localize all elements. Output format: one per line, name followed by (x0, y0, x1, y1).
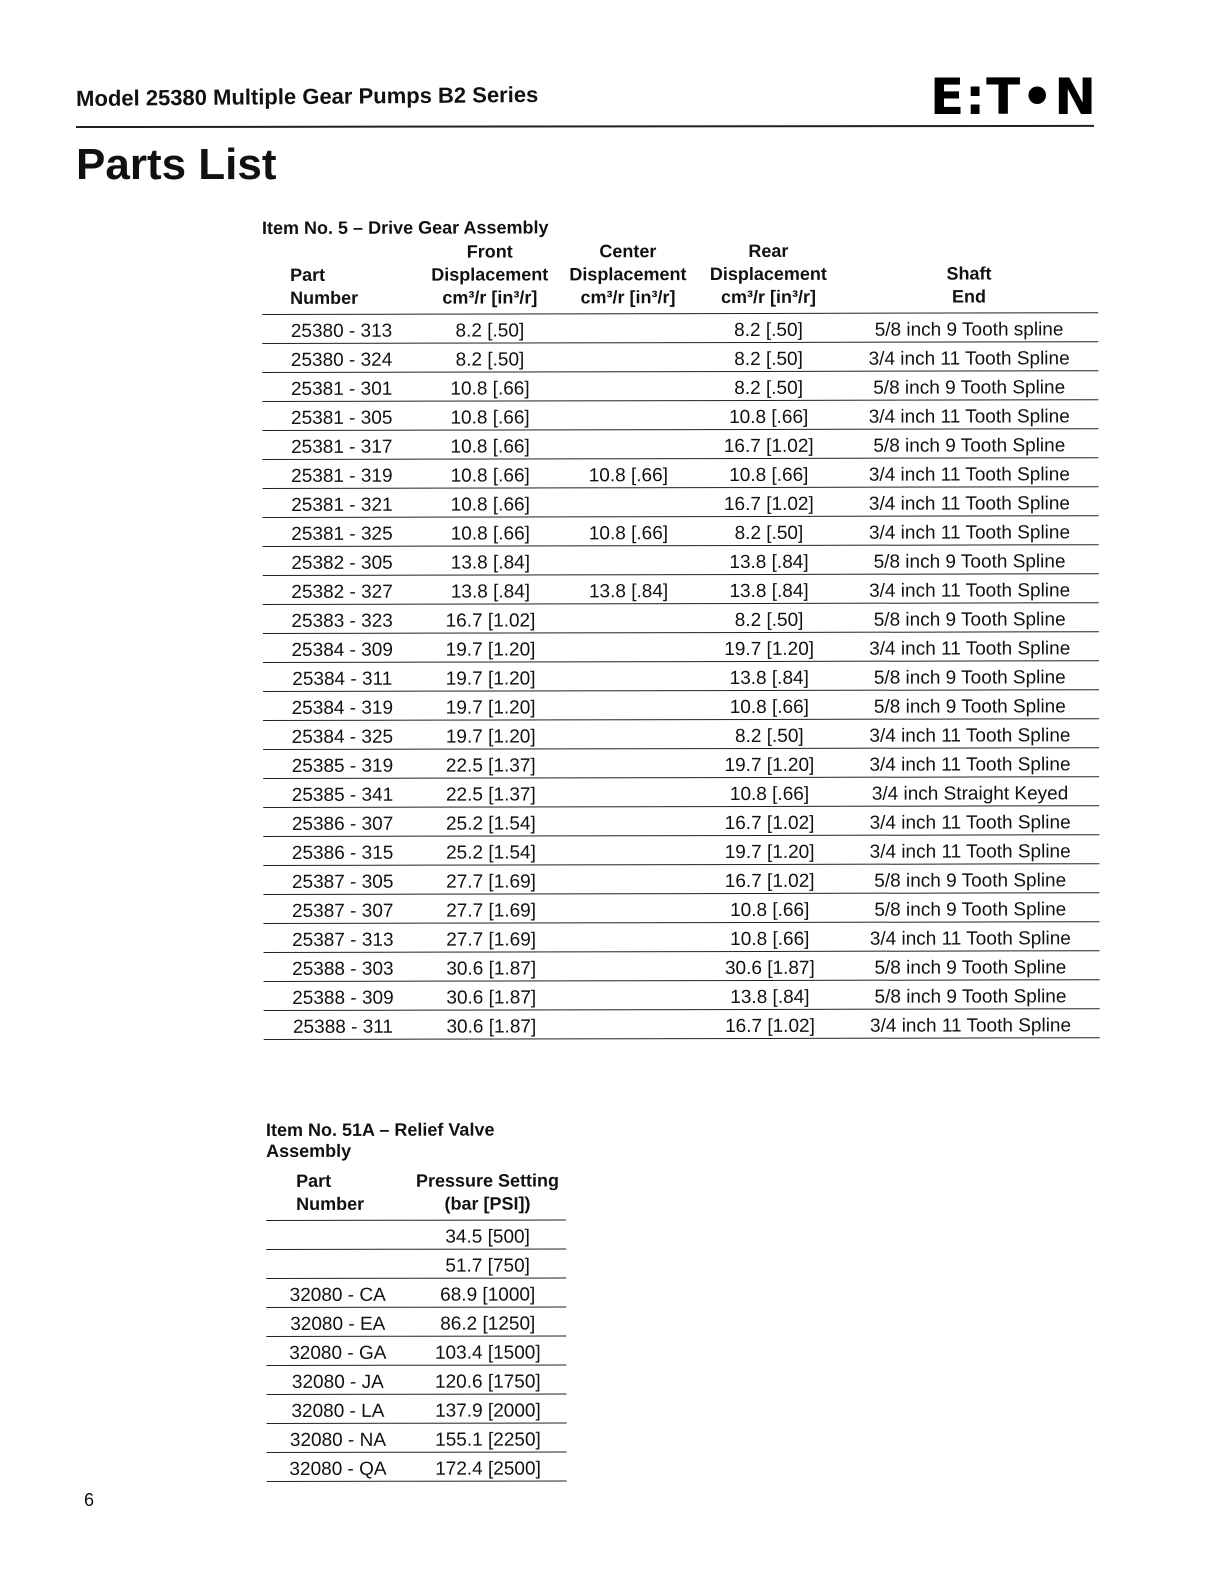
center-displacement-cell (559, 343, 697, 372)
center-displacement-cell (560, 952, 698, 981)
table-row (263, 632, 1099, 663)
front-displacement-cell: 19.7 [1.20] (421, 633, 559, 662)
part-number-cell: 25384 - 311 (263, 662, 422, 691)
center-displacement-cell (560, 778, 698, 807)
part-number-cell: 25385 - 341 (263, 778, 422, 807)
shaft-end-cell: 5/8 inch 9 Tooth Spline (841, 661, 1099, 691)
column-header-shaft-end: Shaft End (840, 239, 1098, 313)
rear-displacement-cell: 16.7 [1.02] (697, 487, 840, 516)
relief-valve-title: Item No. 51A – Relief Valve Assembly (266, 1119, 495, 1161)
pressure-setting-cell: 137.9 [2000] (409, 1394, 566, 1423)
rear-displacement-cell: 8.2 [.50] (698, 516, 841, 545)
shaft-end-cell: 3/4 inch 11 Tooth Spline (841, 806, 1099, 836)
front-displacement-cell: 10.8 [.66] (421, 517, 559, 546)
shaft-end-cell: 3/4 inch 11 Tooth Spline (840, 458, 1098, 488)
rear-displacement-cell: 30.6 [1.87] (698, 951, 841, 980)
part-number-cell: 25384 - 319 (263, 691, 422, 720)
rear-displacement-cell: 16.7 [1.02] (699, 1009, 842, 1038)
front-displacement-cell: 30.6 [1.87] (422, 952, 560, 981)
shaft-end-cell: 5/8 inch 9 Tooth Spline (840, 429, 1098, 459)
table-row (266, 1336, 566, 1366)
part-number-cell: 25384 - 309 (263, 633, 422, 662)
front-displacement-cell: 27.7 [1.69] (422, 923, 560, 952)
center-displacement-cell (560, 807, 698, 836)
table-row (263, 516, 1099, 547)
table-row (263, 806, 1099, 837)
table-row (264, 1009, 1100, 1040)
rear-displacement-cell: 19.7 [1.20] (698, 632, 841, 661)
pressure-setting-cell: 51.7 [750] (409, 1249, 566, 1278)
table-row (263, 690, 1099, 721)
table-row (262, 313, 1098, 344)
front-displacement-cell: 27.7 [1.69] (422, 894, 560, 923)
rear-displacement-cell: 19.7 [1.20] (698, 835, 841, 864)
rear-displacement-cell: 13.8 [.84] (698, 574, 841, 603)
part-number-cell: 25381 - 319 (263, 459, 422, 488)
center-displacement-cell: 10.8 [.66] (559, 459, 697, 488)
part-number-cell: 25381 - 301 (262, 372, 421, 401)
part-number-cell: 25387 - 305 (263, 865, 422, 894)
part-number-cell: 32080 - GA (266, 1336, 409, 1365)
center-displacement-cell (560, 981, 698, 1010)
center-displacement-cell (560, 633, 698, 662)
table-row (262, 429, 1098, 460)
rear-displacement-cell: 13.8 [.84] (698, 661, 841, 690)
part-number-cell: 25387 - 307 (263, 894, 422, 923)
table-header-row (266, 1169, 566, 1220)
pressure-setting-cell: 120.6 [1750] (409, 1365, 566, 1394)
part-number-cell: 25385 - 319 (263, 749, 422, 778)
table-row (264, 980, 1100, 1011)
front-displacement-cell: 10.8 [.66] (421, 488, 559, 517)
front-displacement-cell: 19.7 [1.20] (422, 691, 560, 720)
center-displacement-cell (560, 865, 698, 894)
table-row (266, 1394, 566, 1424)
front-displacement-cell: 10.8 [.66] (421, 372, 559, 401)
rear-displacement-cell: 10.8 [.66] (697, 400, 840, 429)
center-displacement-cell (559, 401, 697, 430)
pressure-setting-cell: 103.4 [1500] (409, 1336, 566, 1365)
center-displacement-cell (559, 546, 697, 575)
table-row (262, 342, 1098, 373)
rear-displacement-cell: 8.2 [.50] (697, 313, 840, 342)
column-header-pressure-setting: Pressure Setting (bar [PSI]) (409, 1169, 566, 1220)
center-displacement-cell (559, 488, 697, 517)
front-displacement-cell: 30.6 [1.87] (422, 981, 560, 1010)
shaft-end-cell: 5/8 inch 9 Tooth Spline (840, 545, 1098, 575)
shaft-end-cell: 5/8 inch 9 Tooth Spline (841, 864, 1099, 894)
center-displacement-cell (559, 430, 697, 459)
table-row (263, 893, 1099, 924)
shaft-end-cell: 3/4 inch 11 Tooth Spline (840, 400, 1098, 430)
rear-displacement-cell: 10.8 [.66] (697, 458, 840, 487)
shaft-end-cell: 3/4 inch 11 Tooth Spline (841, 632, 1099, 662)
front-displacement-cell: 22.5 [1.37] (422, 749, 560, 778)
front-displacement-cell: 19.7 [1.20] (422, 662, 560, 691)
table-row (263, 487, 1099, 518)
table-header-row (262, 239, 1098, 314)
part-number-cell: 25386 - 315 (263, 836, 422, 865)
part-number-cell: 25382 - 305 (263, 546, 422, 575)
part-number-cell: 32080 - NA (267, 1423, 410, 1452)
rear-displacement-cell: 8.2 [.50] (698, 719, 841, 748)
front-displacement-cell: 27.7 [1.69] (422, 865, 560, 894)
front-displacement-cell: 13.8 [.84] (421, 575, 559, 604)
column-header-rear-displacement: Rear Displacement cm³/r [in³/r] (697, 240, 840, 314)
front-displacement-cell: 30.6 [1.87] (422, 1010, 560, 1039)
shaft-end-cell: 5/8 inch 9 Tooth Spline (841, 980, 1099, 1010)
rear-displacement-cell: 10.8 [.66] (698, 893, 841, 922)
front-displacement-cell: 25.2 [1.54] (422, 836, 560, 865)
table-row (263, 458, 1099, 489)
table-row (263, 719, 1099, 750)
pressure-setting-cell: 155.1 [2250] (409, 1423, 566, 1452)
table-row (263, 603, 1099, 634)
column-header-center-displacement: Center Displacement cm³/r [in³/r] (559, 240, 697, 314)
shaft-end-cell: 5/8 inch 9 Tooth Spline (841, 893, 1099, 923)
part-number-cell: 25384 - 325 (263, 720, 422, 749)
part-number-cell: 25386 - 307 (263, 807, 422, 836)
table-row (266, 1220, 566, 1250)
table-row (263, 864, 1099, 895)
shaft-end-cell: 3/4 inch 11 Tooth Spline (840, 487, 1098, 517)
shaft-end-cell: 3/4 inch 11 Tooth Spline (841, 922, 1099, 952)
front-displacement-cell: 8.2 [.50] (421, 314, 559, 343)
rear-displacement-cell: 16.7 [1.02] (697, 429, 840, 458)
page-number: 6 (84, 1490, 95, 1510)
shaft-end-cell: 3/4 inch 11 Tooth Spline (841, 1009, 1099, 1039)
front-displacement-cell: 16.7 [1.02] (421, 604, 559, 633)
center-displacement-cell: 10.8 [.66] (559, 517, 697, 546)
shaft-end-cell: 3/4 inch 11 Tooth Spline (841, 835, 1099, 865)
part-number-cell: 32080 - LA (266, 1394, 409, 1423)
shaft-end-cell: 3/4 inch 11 Tooth Spline (841, 748, 1099, 778)
shaft-end-cell: 3/4 inch Straight Keyed (841, 777, 1099, 807)
part-number-cell: 32080 - QA (267, 1452, 410, 1481)
column-header-part-number: Part Number (266, 1170, 409, 1221)
part-number-cell: 25383 - 323 (263, 604, 422, 633)
rear-displacement-cell: 10.8 [.66] (698, 777, 841, 806)
center-displacement-cell (560, 894, 698, 923)
rear-displacement-cell: 13.8 [.84] (698, 980, 841, 1009)
rear-displacement-cell: 8.2 [.50] (697, 342, 840, 371)
shaft-end-cell: 5/8 inch 9 Tooth Spline (840, 371, 1098, 401)
table-row (263, 545, 1099, 576)
rear-displacement-cell: 16.7 [1.02] (698, 806, 841, 835)
center-displacement-cell (560, 720, 698, 749)
column-header-front-displacement: Front Displacement cm³/r [in³/r] (421, 240, 559, 314)
table-row (264, 951, 1100, 982)
part-number-cell: 25380 - 324 (262, 343, 421, 372)
table-row (266, 1307, 566, 1337)
relief-valve-section (266, 1119, 567, 1482)
shaft-end-cell: 3/4 inch 11 Tooth Spline (841, 719, 1099, 749)
front-displacement-cell: 10.8 [.66] (421, 401, 559, 430)
part-number-cell: 25388 - 309 (264, 981, 423, 1010)
column-header-part-number: Part Number (262, 241, 421, 315)
part-number-cell: 25381 - 321 (263, 488, 422, 517)
rear-displacement-cell: 13.8 [.84] (698, 545, 841, 574)
page-title: Parts List (76, 140, 277, 189)
drive-gear-table (262, 239, 1100, 1040)
rear-displacement-cell: 10.8 [.66] (698, 922, 841, 951)
table-row (263, 574, 1099, 605)
table-row (262, 371, 1098, 402)
part-number-cell (266, 1249, 409, 1278)
front-displacement-cell: 22.5 [1.37] (422, 778, 560, 807)
rear-displacement-cell: 16.7 [1.02] (698, 864, 841, 893)
front-displacement-cell: 13.8 [.84] (421, 546, 559, 575)
center-displacement-cell (560, 1010, 698, 1039)
shaft-end-cell: 5/8 inch 9 Tooth Spline (841, 690, 1099, 720)
pressure-setting-cell: 172.4 [2500] (409, 1452, 566, 1481)
table-row (266, 1249, 566, 1279)
shaft-end-cell: 5/8 inch 9 Tooth spline (840, 313, 1098, 343)
table-row (263, 748, 1099, 779)
part-number-cell (266, 1220, 409, 1249)
shaft-end-cell: 3/4 inch 11 Tooth Spline (840, 516, 1098, 546)
table-row (266, 1365, 566, 1395)
table-row (266, 1278, 566, 1308)
document-header-title: Model 25380 Multiple Gear Pumps B2 Series (76, 81, 539, 111)
table-row (267, 1452, 567, 1482)
shaft-end-cell: 5/8 inch 9 Tooth Spline (841, 951, 1099, 981)
part-number-cell: 32080 - CA (266, 1278, 409, 1307)
rear-displacement-cell: 8.2 [.50] (698, 603, 841, 632)
center-displacement-cell (559, 372, 697, 401)
pressure-setting-cell: 68.9 [1000] (409, 1278, 566, 1307)
center-displacement-cell (560, 691, 698, 720)
shaft-end-cell: 3/4 inch 11 Tooth Spline (840, 574, 1098, 604)
table-row (263, 661, 1099, 692)
part-number-cell: 25380 - 313 (262, 314, 421, 343)
center-displacement-cell (560, 604, 698, 633)
center-displacement-cell (560, 749, 698, 778)
part-number-cell: 25382 - 327 (263, 575, 422, 604)
pressure-setting-cell: 34.5 [500] (409, 1220, 566, 1249)
front-displacement-cell: 8.2 [.50] (421, 343, 559, 372)
drive-gear-section (262, 216, 1100, 1040)
pressure-setting-cell: 86.2 [1250] (409, 1307, 566, 1336)
rear-displacement-cell: 10.8 [.66] (698, 690, 841, 719)
part-number-cell: 25387 - 313 (263, 923, 422, 952)
front-displacement-cell: 19.7 [1.20] (422, 720, 560, 749)
header-divider (76, 125, 1094, 128)
front-displacement-cell: 10.8 [.66] (421, 430, 559, 459)
shaft-end-cell: 3/4 inch 11 Tooth Spline (840, 342, 1098, 372)
table-row (262, 400, 1098, 431)
front-displacement-cell: 10.8 [.66] (421, 459, 559, 488)
part-number-cell: 25388 - 303 (264, 952, 423, 981)
part-number-cell: 25381 - 305 (262, 401, 421, 430)
table-row (263, 922, 1099, 953)
center-displacement-cell (559, 314, 697, 343)
rear-displacement-cell: 8.2 [.50] (697, 371, 840, 400)
rear-displacement-cell: 19.7 [1.20] (698, 748, 841, 777)
eaton-logo: E:T•N (930, 68, 1098, 126)
part-number-cell: 32080 - JA (266, 1365, 409, 1394)
table-row (267, 1423, 567, 1453)
part-number-cell: 32080 - EA (266, 1307, 409, 1336)
relief-valve-table (266, 1169, 567, 1482)
center-displacement-cell (560, 662, 698, 691)
part-number-cell: 25381 - 325 (263, 517, 422, 546)
center-displacement-cell: 13.8 [.84] (559, 575, 697, 604)
table-row (263, 835, 1099, 866)
shaft-end-cell: 5/8 inch 9 Tooth Spline (840, 603, 1098, 633)
center-displacement-cell (560, 836, 698, 865)
part-number-cell: 25388 - 311 (264, 1010, 423, 1039)
relief-valve-table-body (266, 1220, 566, 1482)
part-number-cell: 25381 - 317 (262, 430, 421, 459)
center-displacement-cell (560, 923, 698, 952)
drive-gear-title: Item No. 5 – Drive Gear Assembly (262, 217, 549, 238)
drive-gear-table-body (262, 313, 1100, 1040)
front-displacement-cell: 25.2 [1.54] (422, 807, 560, 836)
table-row (263, 777, 1099, 808)
